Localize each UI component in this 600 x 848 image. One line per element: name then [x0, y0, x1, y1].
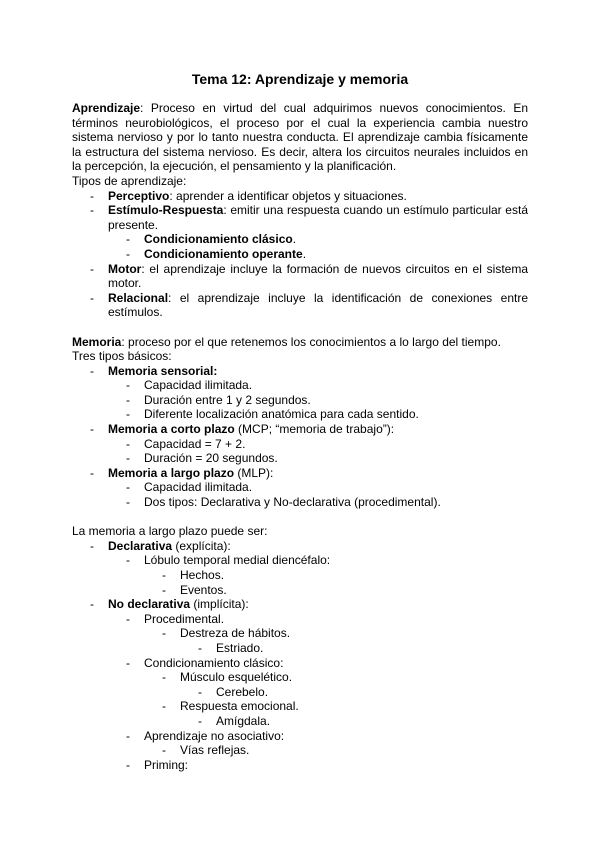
list-item: - Dos tipos: Declarativa y No-declarativa (procedimental).: [144, 495, 528, 510]
condicionamiento-list: [108, 232, 528, 261]
largo-plazo-list: [108, 480, 528, 509]
list-item: - Memoria sensorial: - Capacidad ilimitada. - Duración entre 1 y 2 segundos. - Diferente localización anatómica para cada sentido.: [108, 364, 528, 422]
list-item: - Memoria a corto plazo (MCP; “memoria de trabajo”): - Capacidad = 7 + 2. - Duración = 20 segundos.: [108, 422, 528, 466]
respuesta-list: [180, 714, 528, 729]
sensorial-list: [108, 378, 528, 422]
largo-plazo-intro: La memoria a largo plazo puede ser:: [72, 524, 268, 539]
list-item: - Perceptivo: aprender a identificar objetos y situaciones.: [108, 189, 528, 204]
list-item: - Estímulo-Respuesta: emitir una respuesta cuando un estímulo particular está presente. - Condicionamiento clásico. - Condicionamiento operante.: [108, 203, 528, 261]
list-item: - Condicionamiento operante.: [144, 247, 528, 262]
aprendizaje-tipos-list: [72, 189, 528, 320]
list-item: - Memoria a largo plazo (MLP): - Capacidad ilimitada. - Dos tipos: Declarativa y No-declarativa (procedimental).: [108, 466, 528, 510]
list-item: - Diferente localización anatómica para cada sentido.: [144, 407, 528, 422]
list-item: - Destreza de hábitos. - Estriado.: [180, 626, 528, 655]
list-item: - Músculo esquelético. - Cerebelo.: [180, 670, 528, 699]
page-title: Tema 12: Aprendizaje y memoria: [191, 71, 409, 87]
list-item: - Condicionamiento clásico: - Músculo esquelético. - Cerebelo. - Respuesta emocional. - Amígdala.: [144, 656, 528, 729]
memoria-tipos-intro: Tres tipos básicos:: [72, 349, 172, 364]
list-item: - Eventos.: [180, 583, 528, 598]
list-item: - Capacidad ilimitada.: [144, 480, 528, 495]
no-declarativa-list: [108, 612, 528, 773]
aprendizaje-term: Aprendizaje: [72, 101, 141, 115]
largo-plazo-tipos-list: [72, 539, 528, 773]
list-item: - Cerebelo.: [216, 685, 528, 700]
musculo-list: [180, 685, 528, 700]
list-item: - Aprendizaje no asociativo: - Vías reflejas.: [144, 729, 528, 758]
list-item: - Capacidad ilimitada.: [144, 378, 528, 393]
memoria-term: Memoria: [72, 334, 122, 349]
list-item: - Capacidad = 7 + 2.: [144, 437, 528, 452]
list-item: - No declarativa (implícita): - Procedimental. - Destreza de hábitos. - Estriado. - Condicionamiento clásico: - Músculo esquelético. - Cerebelo. - Respuesta emocional. - Amígdala. - Aprendizaje no asociativo: - Vías reflejas. - Priming:: [108, 597, 528, 772]
list-item: - Vías reflejas.: [180, 743, 528, 758]
spacer: [72, 510, 528, 525]
list-item: - Respuesta emocional. - Amígdala.: [180, 699, 528, 728]
list-item: - Lóbulo temporal medial diencéfalo: - Hechos. - Eventos.: [144, 553, 528, 597]
list-item: - Condicionamiento clásico.: [144, 232, 528, 247]
no-asociativo-list: [144, 743, 528, 758]
list-item: - Duración entre 1 y 2 segundos.: [144, 393, 528, 408]
corto-plazo-list: [108, 437, 528, 466]
list-item: - Motor: el aprendizaje incluye la formación de nuevos circuitos en el sistema motor.: [108, 262, 528, 291]
condicionamiento-clasico-list: [144, 670, 528, 728]
list-item: - Estriado.: [216, 641, 528, 656]
aprendizaje-definition: Aprendizaje: Proceso en virtud del cual adquirimos nuevos conocimientos. En términos neurobiológicos, el proceso por el cual la experiencia cambia nuestro sistema nervioso y por lo tanto nuestra conducta. El aprendizaje cambia físicamente la estructura del sistema nervioso. Es decir, altera los circuitos neurales incluidos en la percepción, la ejecución, el pensamiento y la planificación.: [72, 101, 528, 174]
memoria-definition: Memoria: proceso por el que retenemos los conocimientos a lo largo del tiempo.: [72, 334, 501, 349]
declarativa-list: [108, 553, 528, 597]
list-item: - Procedimental. - Destreza de hábitos. - Estriado.: [144, 612, 528, 656]
list-item: - Amígdala.: [216, 714, 528, 729]
procedimental-list: [144, 626, 528, 655]
spacer: [72, 320, 528, 335]
list-item: - Declarativa (explícita): - Lóbulo temporal medial diencéfalo: - Hechos. - Eventos.: [108, 539, 528, 597]
list-item: - Priming:: [144, 758, 528, 773]
declarativa-items-list: [144, 568, 528, 597]
list-item: - Hechos.: [180, 568, 528, 583]
list-item: - Relacional: el aprendizaje incluye la identificación de conexiones entre estímulos.: [108, 291, 528, 320]
memoria-tipos-list: [72, 364, 528, 510]
list-item: - Duración = 20 segundos.: [144, 451, 528, 466]
destreza-list: [180, 641, 528, 656]
document-body: [72, 101, 528, 772]
aprendizaje-tipos-intro: Tipos de aprendizaje:: [72, 173, 187, 188]
